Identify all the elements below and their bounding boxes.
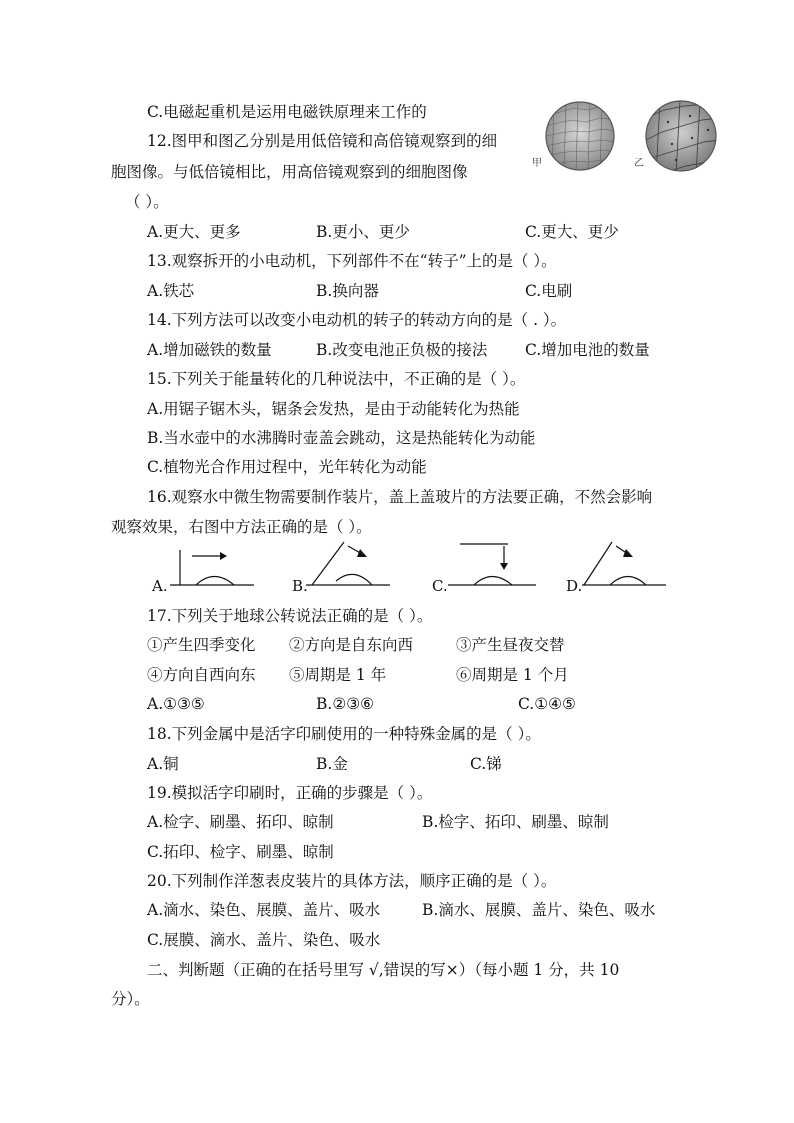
q13-options <box>0 281 794 301</box>
q17-statements-row1 <box>0 635 794 655</box>
q17-options <box>0 694 794 714</box>
high-power-view <box>646 100 720 176</box>
arrow-icon <box>357 549 367 557</box>
q16-stem-line1: 16.观察水中微生物需要制作装片，盖上盖玻片的方法要正确，不然会影响 <box>147 488 653 506</box>
section-2-heading: 二、判断题（正确的在括号里写 √,错误的写×）（每小题 1 分，共 10 <box>147 961 620 979</box>
q13-option-c[interactable]: C.电刷 <box>525 282 573 300</box>
q14-options <box>0 340 794 360</box>
arrow-icon <box>623 549 633 557</box>
q19-option-c[interactable]: C.拓印、检字、刷墨、晾制 <box>147 843 334 861</box>
q17-option-a[interactable]: A.①③⑤ <box>147 695 205 713</box>
q15-option-b[interactable]: B.当水壶中的水沸腾时壶盖会跳动，这是热能转化为动能 <box>147 429 536 447</box>
low-power-view <box>546 102 616 172</box>
q17-statements-row2 <box>0 665 794 685</box>
q19-option-b[interactable]: B.检字、拓印、刷墨、晾制 <box>422 813 609 831</box>
q16-option-d-label[interactable]: D. <box>566 577 583 595</box>
figure-label-yi: 乙 <box>634 158 644 169</box>
coverslip-method-b <box>306 538 392 590</box>
q15-option-c[interactable]: C.植物光合作用过程中，光年转化为动能 <box>147 458 427 476</box>
q18-option-a[interactable]: A.铜 <box>147 755 179 773</box>
q17-stem: 17.下列关于地球公转说法正确的是（ ）。 <box>147 607 433 625</box>
q12-option-b[interactable]: B.更小、更少 <box>316 223 410 241</box>
q12-answer-bracket: （ ）。 <box>125 193 169 211</box>
q15-option-a[interactable]: A.用锯子锯木头，锯条会发热，是由于动能转化为热能 <box>147 400 520 418</box>
q14-option-c[interactable]: C.增加电池的数量 <box>525 341 650 359</box>
q17-item-5: ⑤周期是 1 年 <box>289 666 387 684</box>
q18-option-b[interactable]: B.金 <box>316 755 348 773</box>
q12-option-a[interactable]: A.更大、更多 <box>147 223 241 241</box>
coverslip-method-d <box>582 538 668 590</box>
q20-option-a[interactable]: A.滴水、染色、展膜、盖片、吸水 <box>147 901 381 919</box>
figure-label-jia: 甲 <box>532 158 542 169</box>
q12-options <box>0 222 794 242</box>
q20-option-b[interactable]: B.滴水、展膜、盖片、染色、吸水 <box>422 901 656 919</box>
q18-option-c[interactable]: C.锑 <box>470 755 502 773</box>
q18-options <box>0 754 794 774</box>
microscope-cell-figure <box>530 96 730 180</box>
q16-stem-line2: 观察效果，右图中方法正确的是（ ）。 <box>111 518 372 536</box>
q20-options <box>0 900 794 920</box>
q19-option-a[interactable]: A.检字、刷墨、拓印、晾制 <box>147 813 334 831</box>
q13-option-b[interactable]: B.换向器 <box>316 282 379 300</box>
q20-stem: 20.下列制作洋葱表皮装片的具体方法，顺序正确的是（ ）。 <box>147 872 557 890</box>
coverslip-method-c <box>448 540 538 590</box>
q17-item-1: ①产生四季变化 <box>147 636 256 654</box>
q16-option-c-label[interactable]: C. <box>432 577 448 595</box>
q13-stem: 13.观察拆开的小电动机，下列部件不在“转子”上的是（ ）。 <box>147 252 557 270</box>
q17-option-c[interactable]: C.①④⑤ <box>518 695 576 713</box>
q17-item-4: ④方向自西向东 <box>147 666 256 684</box>
q12-option-c[interactable]: C.更大、更少 <box>525 223 619 241</box>
arrow-icon <box>500 563 508 570</box>
q17-item-6: ⑥周期是 1 个月 <box>456 666 569 684</box>
q17-item-2: ②方向是自东向西 <box>289 636 414 654</box>
q16-option-b-label[interactable]: B. <box>292 577 308 595</box>
q17-item-3: ③产生昼夜交替 <box>456 636 565 654</box>
q14-option-a[interactable]: A.增加磁铁的数量 <box>147 341 272 359</box>
q16-option-a-label[interactable]: A. <box>152 577 168 595</box>
q15-stem: 15.下列关于能量转化的几种说法中，不正确的是（ ）。 <box>147 370 526 388</box>
q14-option-b[interactable]: B.改变电池正负极的接法 <box>316 341 488 359</box>
q17-option-b[interactable]: B.②③⑥ <box>316 695 375 713</box>
q12-stem-line2: 胞图像。与低倍镜相比，用高倍镜观察到的细胞图像 <box>111 163 468 181</box>
arrow-icon <box>220 552 227 560</box>
section-2-heading-cont: 分）。 <box>111 990 150 1008</box>
q19-stem: 19.模拟活字印刷时，正确的步骤是（ ）。 <box>147 784 433 802</box>
coverslip-method-a <box>170 544 256 590</box>
q19-options <box>0 812 794 832</box>
q12-stem-line1: 12.图甲和图乙分别是用低倍镜和高倍镜观察到的细 <box>147 132 498 150</box>
q18-stem: 18.下列金属中是活字印刷使用的一种特殊金属的是（ ）。 <box>147 725 541 743</box>
q11-option-c: C.电磁起重机是运用电磁铁原理来工作的 <box>147 103 427 121</box>
q14-stem: 14.下列方法可以改变小电动机的转子的转动方向的是（ . ）。 <box>147 311 567 329</box>
q13-option-a[interactable]: A.铁芯 <box>147 282 195 300</box>
q20-option-c[interactable]: C.展膜、滴水、盖片、染色、吸水 <box>147 931 381 949</box>
